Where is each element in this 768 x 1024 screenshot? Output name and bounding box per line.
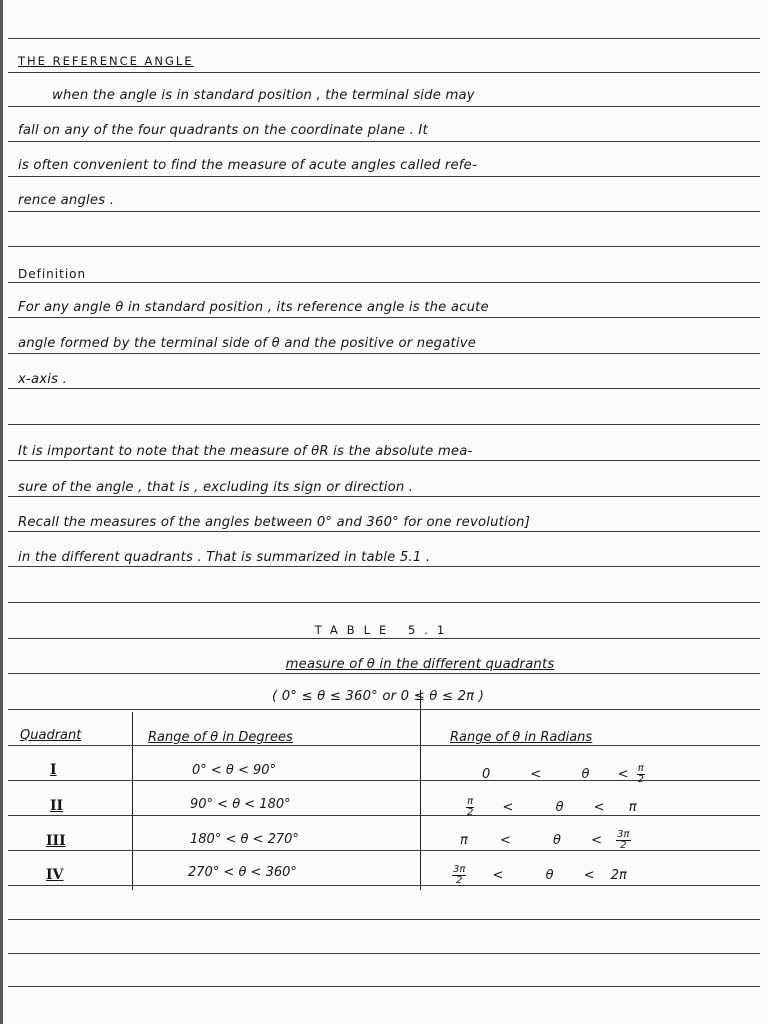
ruled-line (8, 246, 760, 247)
ruled-line (8, 176, 760, 177)
ruled-line (8, 424, 760, 425)
row-quadrant: IV (46, 867, 64, 883)
table-subtitle: measure of θ in the different quadrants (285, 657, 555, 672)
intro-line: rence angles . (18, 193, 115, 208)
row-radians: $\frac{\pi}{2}$ < θ < π (467, 796, 637, 818)
definition-line: For any angle θ in standard position , its reference angle is the acute (18, 300, 489, 315)
note-line: sure of the angle , that is , excluding its sign or direction . (18, 480, 414, 495)
ruled-line (8, 885, 760, 886)
intro-line: fall on any of the four quadrants on the coordinate plane . It (18, 123, 428, 138)
row-degrees: 90° < θ < 180° (190, 797, 291, 812)
intro-line: is often convenient to find the measure of acute angles called refe- (18, 158, 477, 173)
ruled-line (8, 602, 760, 603)
ruled-line (8, 850, 760, 851)
row-degrees: 270° < θ < 360° (188, 865, 297, 880)
ruled-line (8, 141, 760, 142)
table-range-note: ( 0° ≤ θ ≤ 360° or 0 ≤ θ ≤ 2π ) (271, 689, 485, 704)
note-line: Recall the measures of the angles between 0° and 360° for one revolution] (18, 515, 531, 530)
ruled-line (8, 709, 760, 710)
page-heading: THE REFERENCE ANGLE (18, 54, 194, 68)
table-divider (132, 712, 133, 890)
header-quadrant: Quadrant (20, 728, 82, 743)
row-radians: $\frac{3\pi}{2}$ < θ < 2π (453, 864, 627, 886)
row-degrees: 0° < θ < 90° (192, 763, 277, 778)
header-radians: Range of θ in Radians (450, 730, 593, 745)
ruled-line (8, 986, 760, 987)
ruled-line (8, 953, 760, 954)
row-degrees: 180° < θ < 270° (190, 832, 299, 847)
ruled-line (8, 317, 760, 318)
table-divider (420, 690, 421, 890)
ruled-line (8, 745, 760, 746)
ruled-line (8, 780, 760, 781)
ruled-line (8, 106, 760, 107)
ruled-line (8, 211, 760, 212)
definition-line: x-axis . (18, 372, 67, 387)
ruled-line (8, 815, 760, 816)
ruled-line (8, 353, 760, 354)
intro-line: when the angle is in standard position , the terminal side may (52, 88, 475, 103)
header-degrees: Range of θ in Degrees (148, 730, 293, 745)
definition-line: angle formed by the terminal side of θ and the positive or negative (18, 336, 477, 351)
row-radians: π < θ < $\frac{3\pi}{2}$ (460, 829, 630, 851)
ruled-line (8, 38, 760, 39)
note-line: in the different quadrants . That is summarized in table 5.1 . (18, 550, 431, 565)
row-quadrant: II (50, 798, 64, 814)
note-line: It is important to note that the measure of θR is the absolute mea- (18, 444, 473, 459)
row-radians: 0 < θ < $\frac{\pi}{2}$ (482, 763, 644, 785)
row-quadrant: I (50, 762, 57, 778)
ruled-line (8, 919, 760, 920)
definition-label: Definition (18, 267, 87, 281)
table-caption: TABLE 5.1 (314, 623, 454, 637)
ruled-line (8, 72, 760, 73)
row-quadrant: III (46, 833, 66, 849)
